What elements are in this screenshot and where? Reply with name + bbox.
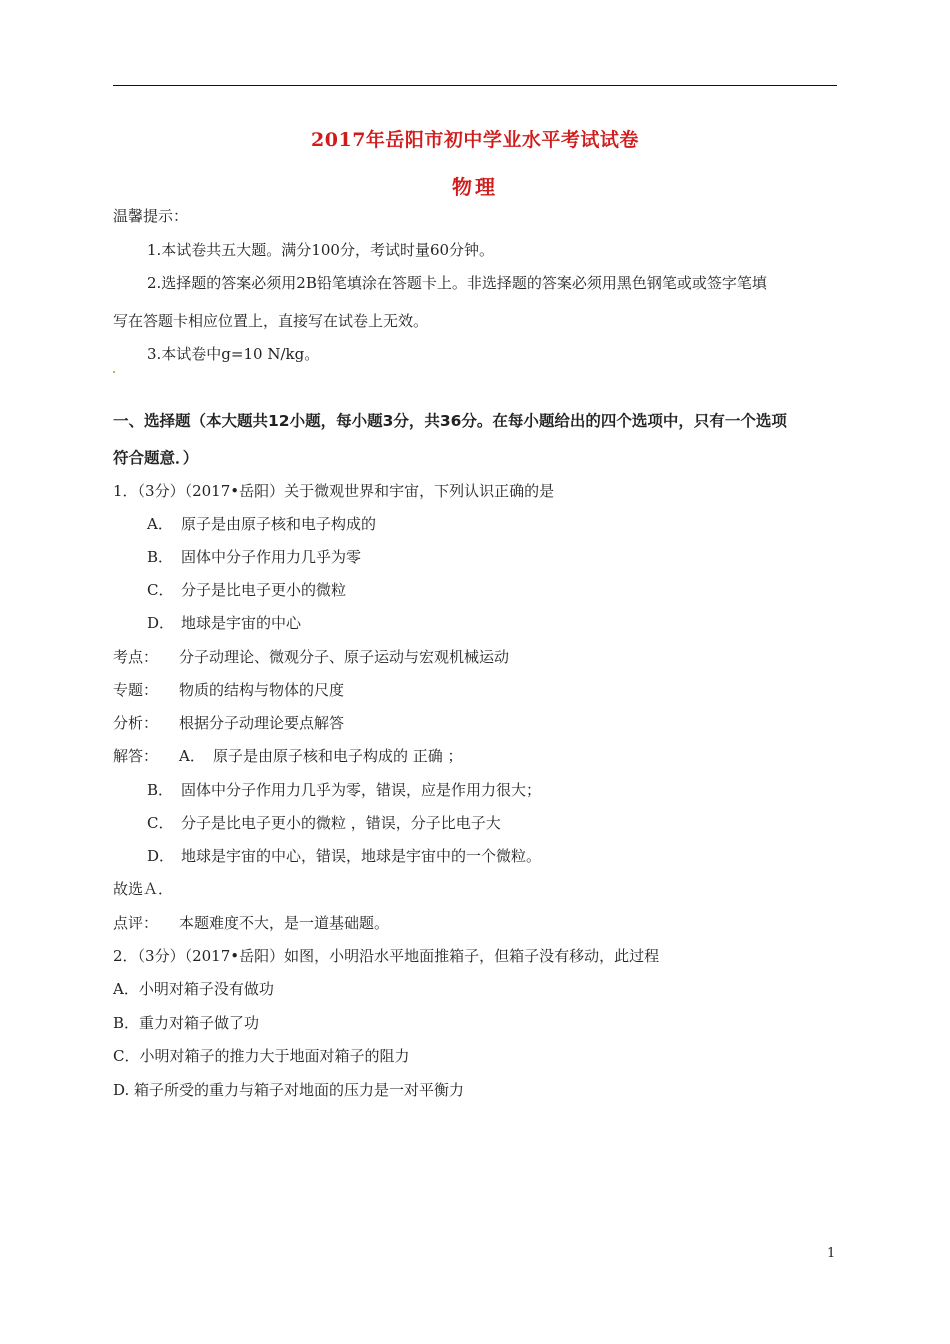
q1-dianping	[113, 913, 389, 933]
tip-item: 1.本试卷共五大题。满分100分，考试时量60分钟。	[147, 241, 495, 259]
tip-item-continued: 写在答题卡相应位置上，直接写在试卷上无效。	[113, 312, 429, 330]
kaodian-text: 分子动理论、微观分子、原子运动与宏观机械运动	[179, 648, 510, 666]
question-2-stem: 2．（3分）（2017•岳阳）如图，小明沿水平地面推箱子，但箱子没有移动，此过程	[113, 947, 660, 965]
tip-item: 3.本试卷中g=10 N/kg。	[147, 345, 320, 363]
q2-option-d: D. 箱子所受的重力与箱子对地面的压力是一对平衡力	[113, 1081, 465, 1099]
option-letter: A．	[147, 515, 173, 533]
q1-option-b	[147, 547, 361, 567]
fenxi-text: 根据分子动理论要点解答	[179, 714, 345, 732]
option-text: 分子是比电子更小的微粒	[181, 581, 347, 599]
option-text: 原子是由原子核和电子构成的	[181, 515, 377, 533]
zhuanti-label: 专题：	[113, 681, 159, 699]
page-number: 1	[827, 1246, 836, 1261]
option-letter: C．	[147, 581, 174, 599]
answer-text: 原子是由原子核和电子构成的 正确 ；	[213, 747, 463, 765]
question-1-stem: 1．（3分）（2017•岳阳）关于微观世界和宇宙，下列认识正确的是	[113, 482, 555, 500]
answer-letter: D．	[147, 847, 175, 865]
answer-letter: C．	[147, 814, 174, 832]
q2-option-a: A．小明对箱子没有做功	[113, 980, 274, 998]
q1-answer-b	[147, 780, 541, 800]
tips-heading: 温馨提示：	[113, 207, 189, 225]
jieda-label: 解答：	[113, 747, 159, 765]
option-letter: B．	[147, 548, 174, 566]
answer-text: 固体中分子作用力几乎为零，错误，应是作用力很大；	[181, 781, 542, 799]
kaodian-label: 考点：	[113, 648, 159, 666]
q1-choice: 故选Ａ．	[113, 880, 174, 898]
answer-text: 分子是比电子更小的微粒 ，错误，分子比电子大	[181, 814, 501, 832]
q1-jieda	[113, 746, 463, 766]
section-heading: 一、选择题（本大题共12小题，每小题3分，共36分。在每小题给出的四个选项中，只有一个选项	[113, 412, 787, 430]
q1-answer-c	[147, 813, 501, 833]
exam-title: 2017年岳阳市初中学业水平考试试卷	[311, 129, 639, 151]
answer-letter: A．	[179, 747, 205, 765]
q1-answer-d	[147, 846, 541, 866]
answer-letter: B．	[147, 781, 174, 799]
option-text: 固体中分子作用力几乎为零	[181, 548, 362, 566]
option-text: 地球是宇宙的中心	[181, 614, 302, 632]
dianping-label: 点评：	[113, 914, 159, 932]
q1-option-d	[147, 613, 301, 633]
section-heading-continued: 符合题意．）	[113, 449, 199, 467]
zhuanti-text: 物质的结构与物体的尺度	[179, 681, 345, 699]
exam-subject: 物理	[452, 175, 498, 199]
dianping-text: 本题难度不大，是一道基础题。	[179, 914, 390, 932]
q1-kaodian	[113, 647, 509, 667]
fenxi-label: 分析：	[113, 714, 159, 732]
q1-option-c	[147, 580, 346, 600]
q1-option-a	[147, 514, 376, 534]
header-rule	[113, 85, 837, 86]
option-letter: D．	[147, 614, 175, 632]
q1-fenxi	[113, 713, 344, 733]
q2-option-b: B．重力对箱子做了功	[113, 1014, 260, 1032]
q1-zhuanti	[113, 680, 344, 700]
q2-option-c: C．小明对箱子的推力大于地面对箱子的阻力	[113, 1047, 410, 1065]
answer-text: 地球是宇宙的中心，错误，地球是宇宙中的一个微粒。	[181, 847, 542, 865]
tip-item: 2.选择题的答案必须用2B铅笔填涂在答题卡上。非选择题的答案必须用黑色钢笔或或签字笔填	[147, 274, 767, 292]
stray-mark	[113, 371, 115, 373]
